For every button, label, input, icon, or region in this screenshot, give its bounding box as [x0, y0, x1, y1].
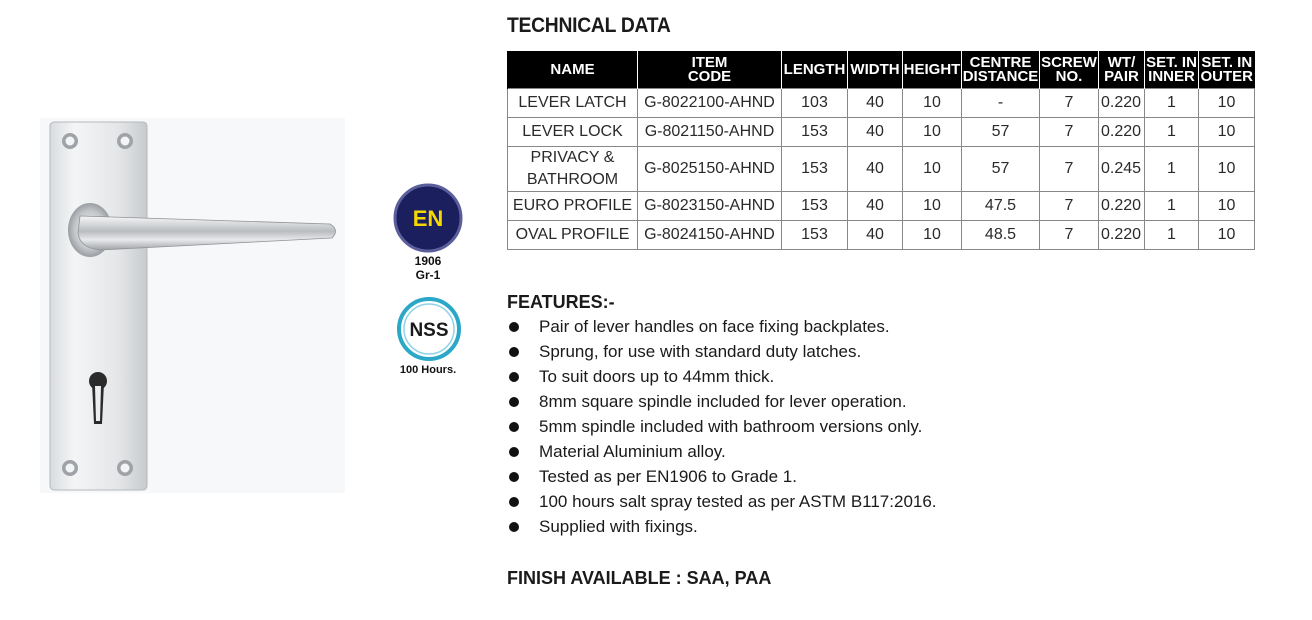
cell-name: EURO PROFILE	[508, 192, 638, 221]
column-header-line: ITEM	[691, 53, 728, 71]
cell-outer: 10	[1199, 147, 1255, 192]
cell-code: G-8021150-AHND	[638, 118, 782, 147]
feature-text: Material Aluminium alloy.	[539, 442, 726, 461]
finish-available: FINISH AVAILABLE : SAA, PAA	[507, 568, 772, 588]
feature-text: 100 hours salt spray tested as per ASTM B117:2016.	[539, 492, 937, 511]
bullet-icon	[509, 347, 519, 357]
cell-wt: 0.245	[1099, 147, 1145, 192]
cell-wt: 0.220	[1099, 118, 1145, 147]
column-header-line: DISTANCE	[962, 67, 1039, 85]
column-header	[638, 51, 782, 89]
column-header-line: WT/	[1107, 53, 1136, 71]
en-standard-number: 1906	[414, 254, 442, 268]
table-row	[508, 192, 1255, 221]
cell-wt: 0.220	[1099, 89, 1145, 118]
column-header-line: SET. IN	[1201, 53, 1253, 71]
feature-item	[507, 414, 937, 439]
feature-item	[507, 489, 937, 514]
column-header-line: NO.	[1055, 67, 1083, 85]
table-body	[508, 89, 1255, 250]
cell-inner: 1	[1145, 147, 1199, 192]
column-header-line: PAIR	[1104, 67, 1139, 85]
cell-length: 153	[782, 118, 848, 147]
cell-width: 40	[848, 89, 903, 118]
column-header-line: LENGTH	[783, 60, 846, 78]
column-header	[1145, 51, 1199, 89]
cell-name: LEVER LATCH	[508, 89, 638, 118]
column-header	[1040, 51, 1099, 89]
cell-code: G-8023150-AHND	[638, 192, 782, 221]
cell-centre: 47.5	[962, 192, 1040, 221]
features-list	[507, 314, 937, 539]
table-header-row	[508, 51, 1255, 89]
feature-item	[507, 514, 937, 539]
en-grade: Gr-1	[415, 268, 441, 282]
cell-length: 153	[782, 147, 848, 192]
feature-text: Supplied with fixings.	[539, 517, 698, 536]
column-header-line: NAME	[550, 60, 595, 78]
column-header-line: CENTRE	[969, 53, 1032, 71]
feature-item	[507, 464, 937, 489]
table-row	[508, 89, 1255, 118]
feature-item	[507, 439, 937, 464]
cell-centre: -	[962, 89, 1040, 118]
bullet-icon	[509, 372, 519, 382]
feature-text: Pair of lever handles on face fixing backplates.	[539, 317, 890, 336]
cell-length: 153	[782, 221, 848, 250]
cell-centre: 48.5	[962, 221, 1040, 250]
bullet-icon	[509, 447, 519, 457]
table-row	[508, 147, 1255, 192]
cell-width: 40	[848, 118, 903, 147]
bullet-icon	[509, 397, 519, 407]
en-certification-badge	[392, 182, 464, 254]
cell-inner: 1	[1145, 118, 1199, 147]
bullet-icon	[509, 497, 519, 507]
technical-data-table	[507, 51, 1255, 250]
feature-text: 8mm square spindle included for lever operation.	[539, 392, 907, 411]
cell-wt: 0.220	[1099, 192, 1145, 221]
column-header-line: OUTER	[1200, 67, 1253, 85]
cell-height: 10	[903, 221, 962, 250]
table-row	[508, 221, 1255, 250]
bullet-icon	[509, 522, 519, 532]
cell-height: 10	[903, 192, 962, 221]
nss-badge-caption: 100 Hours.	[399, 364, 457, 376]
cell-outer: 10	[1199, 89, 1255, 118]
column-header	[508, 51, 638, 89]
cell-screw: 7	[1040, 192, 1099, 221]
cell-height: 10	[903, 147, 962, 192]
cell-width: 40	[848, 147, 903, 192]
cell-width: 40	[848, 192, 903, 221]
cell-height: 10	[903, 89, 962, 118]
feature-text: Tested as per EN1906 to Grade 1.	[539, 467, 797, 486]
features-title: FEATURES:-	[507, 292, 615, 312]
feature-text: Sprung, for use with standard duty latches.	[539, 342, 862, 361]
column-header	[903, 51, 962, 89]
cell-screw: 7	[1040, 89, 1099, 118]
cell-screw: 7	[1040, 118, 1099, 147]
column-header	[962, 51, 1040, 89]
column-header-line: WIDTH	[850, 60, 900, 78]
cell-outer: 10	[1199, 221, 1255, 250]
bullet-icon	[509, 422, 519, 432]
column-header	[1199, 51, 1255, 89]
cell-inner: 1	[1145, 89, 1199, 118]
cell-code: G-8022100-AHND	[638, 89, 782, 118]
cell-outer: 10	[1199, 192, 1255, 221]
cell-name: OVAL PROFILE	[508, 221, 638, 250]
column-header	[1099, 51, 1145, 89]
cell-code: G-8024150-AHND	[638, 221, 782, 250]
en-badge-caption	[386, 254, 470, 282]
column-header-line: CODE	[687, 67, 732, 85]
bullet-icon	[509, 472, 519, 482]
cell-code: G-8025150-AHND	[638, 147, 782, 192]
cell-name: LEVER LOCK	[508, 118, 638, 147]
feature-text: 5mm spindle included with bathroom versions only.	[539, 417, 923, 436]
column-header	[848, 51, 903, 89]
feature-item	[507, 339, 937, 364]
column-header-line: HEIGHT	[903, 60, 961, 78]
product-image-lever-handle	[40, 118, 345, 493]
feature-text: To suit doors up to 44mm thick.	[539, 367, 775, 386]
nss-badge-label: NSS	[409, 320, 449, 341]
cell-height: 10	[903, 118, 962, 147]
cell-centre: 57	[962, 147, 1040, 192]
technical-data-title: TECHNICAL DATA	[507, 14, 671, 37]
cell-screw: 7	[1040, 221, 1099, 250]
feature-item	[507, 314, 937, 339]
cell-length: 103	[782, 89, 848, 118]
column-header	[782, 51, 848, 89]
en-badge-label: EN	[412, 206, 444, 231]
column-header-line: SET. IN	[1146, 53, 1197, 71]
cell-outer: 10	[1199, 118, 1255, 147]
cell-centre: 57	[962, 118, 1040, 147]
feature-item	[507, 364, 937, 389]
cell-name: PRIVACY & BATHROOM	[508, 147, 638, 192]
column-header-line: SCREW	[1041, 53, 1097, 71]
cell-inner: 1	[1145, 192, 1199, 221]
feature-item	[507, 389, 937, 414]
cell-inner: 1	[1145, 221, 1199, 250]
cell-width: 40	[848, 221, 903, 250]
column-header-line: INNER	[1148, 67, 1195, 85]
cell-wt: 0.220	[1099, 221, 1145, 250]
cell-screw: 7	[1040, 147, 1099, 192]
cell-length: 153	[782, 192, 848, 221]
bullet-icon	[509, 322, 519, 332]
table-row	[508, 118, 1255, 147]
nss-salt-spray-badge	[396, 296, 462, 362]
